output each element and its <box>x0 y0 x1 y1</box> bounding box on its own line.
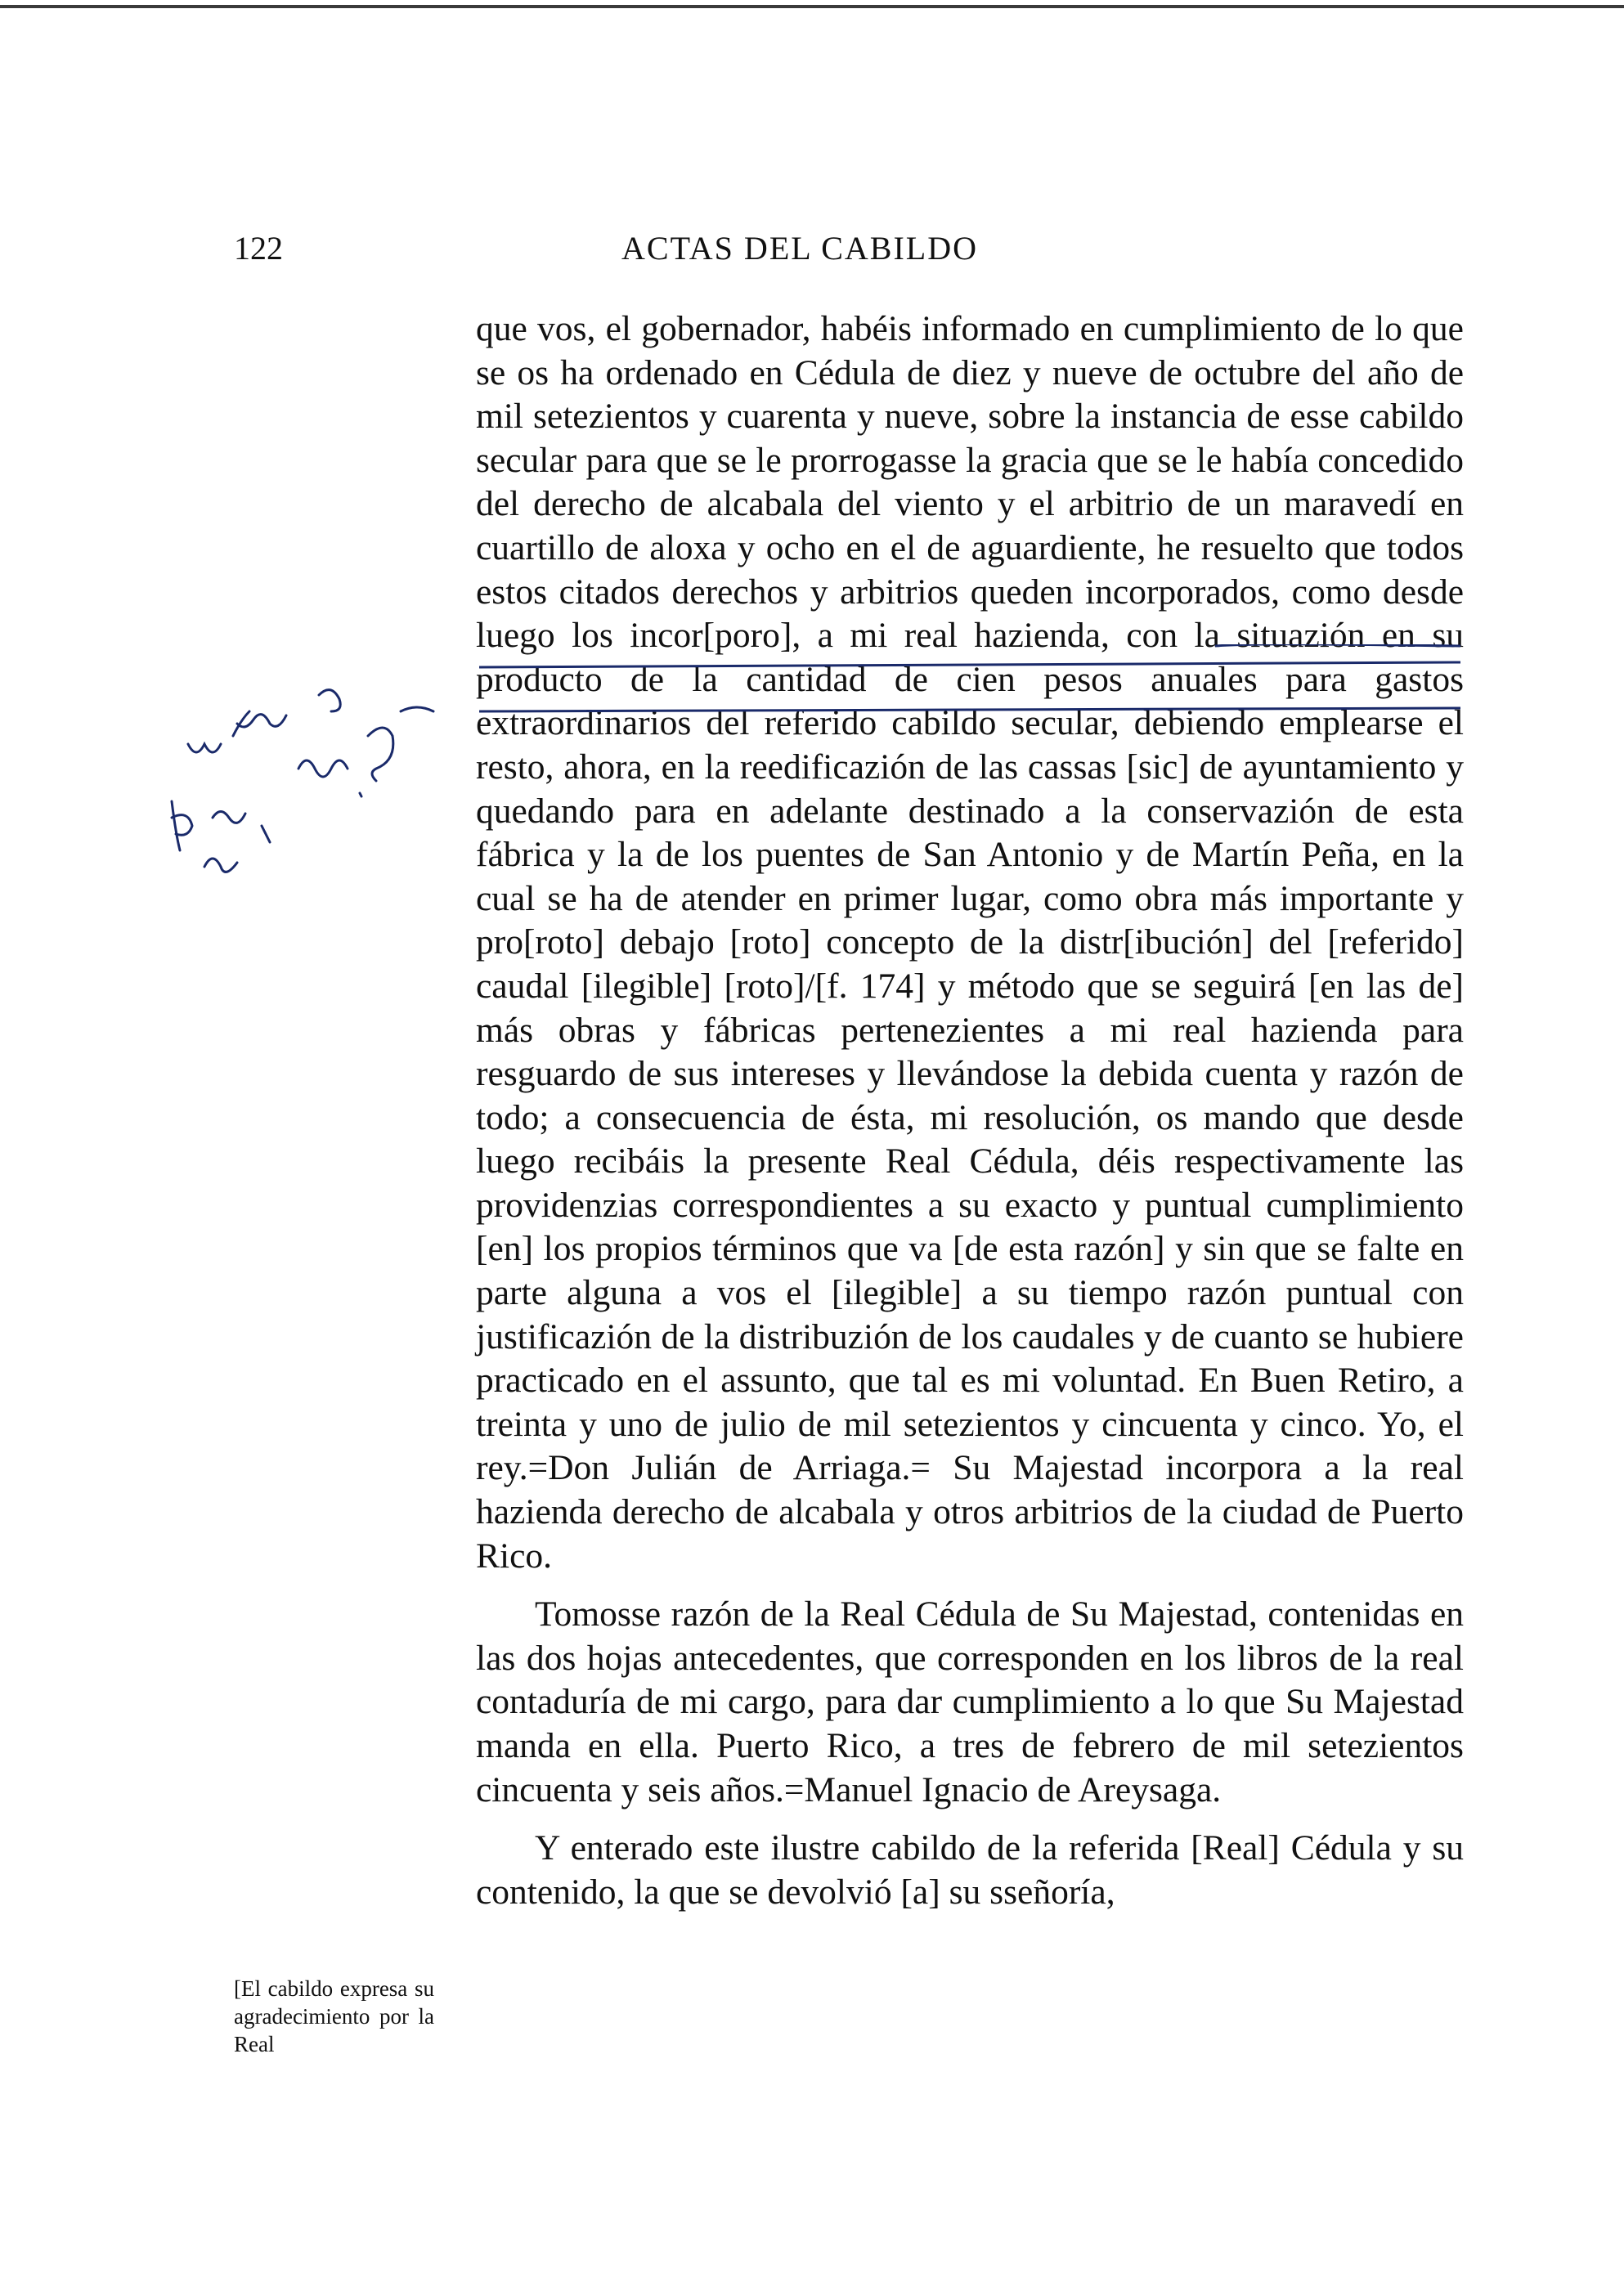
body-paragraph-3: Y enterado este ilustre cabildo de la referida [Real] Cédula y su contenido, la que se devolvió [a] su sseñoría, <box>476 1828 1464 1912</box>
handwritten-margin-annotation <box>155 679 474 940</box>
body-paragraph-2: Tomosse razón de la Real Cédula de Su Majestad, contenidas en las dos hojas antecedentes, que corresponden en los libros de la real contaduría de mi cargo, para dar cumplimiento a lo que Su Majestad manda en ella. Puerto Rico, a tres de febrero de mil setezientos cincuenta y seis años.=Manuel Ignacio de Areysaga. <box>476 1594 1464 1809</box>
margin-note: [El cabildo expresa su agradecimiento por la Real <box>234 1976 434 2056</box>
handwritten-underline-marks <box>479 644 1460 718</box>
top-rule <box>0 5 1624 8</box>
body-paragraph-1: que vos, el gobernador, habéis informado en cumplimiento de lo que se os ha ordenado en Cédula de diez y nueve de octubre del año de mil setezientos y cuarenta y nueve, sobre la instancia de esse cabildo secular para que se le prorrogasse la gracia que se le había concedido del derecho de alcabala del viento y el arbitrio de un maravedí en cuartillo de aloxa y ocho en el de aguardiente, he resuelto que todos estos citados derechos y arbitrios queden incorporados, como desde luego los incor[poro], a mi real hazienda, con la situazión en su producto de la cantidad de cien pesos anuales para gastos extraordinarios del referido cabildo secular, debiendo emplearse el resto, ahora, en la reedificazión de las cassas [sic] de ayuntamiento y quedando para en adelante destinado a la conservazión de esta fábrica y la de los puentes de San Antonio y de Martín Peña, en la cual se ha de atender en primer lugar, como obra más importante y pro[roto] debajo [roto] concepto de la distr[ibución] del [referido] caudal [ilegible] [roto]/[f. 174] y método que se seguirá [en las de] más obras y fábricas pertenezientes a mi real hazienda para resguardo de sus intereses y llevándose la debida cuenta y razón de todo; a consecuencia de ésta, mi resolución, os mando que desde luego recibáis la presente Real Cédula, déis respectivamente las providenzias correspondientes a su exacto y puntual cumplimiento [en] los propios términos que va [de esta razón] y sin que se falte en parte alguna a vos el [ilegible] a su tiempo razón puntual con justificazión de la distribuzión de los caudales y de cuanto se hubiere practicado en el assunto, que tal es mi voluntad. En Buen Retiro, a treinta y uno de julio de mil setezientos y cincuenta y cinco. Yo, el rey.=Don Julián de Arriaga.= Su Majestad incorpora a la real hazienda derecho de alcabala y otros arbitrios de la ciudad de Puerto Rico. <box>476 309 1464 1576</box>
running-title: ACTAS DEL CABILDO <box>621 230 978 267</box>
page-number: 122 <box>234 230 283 267</box>
body-text <box>476 307 1464 1914</box>
